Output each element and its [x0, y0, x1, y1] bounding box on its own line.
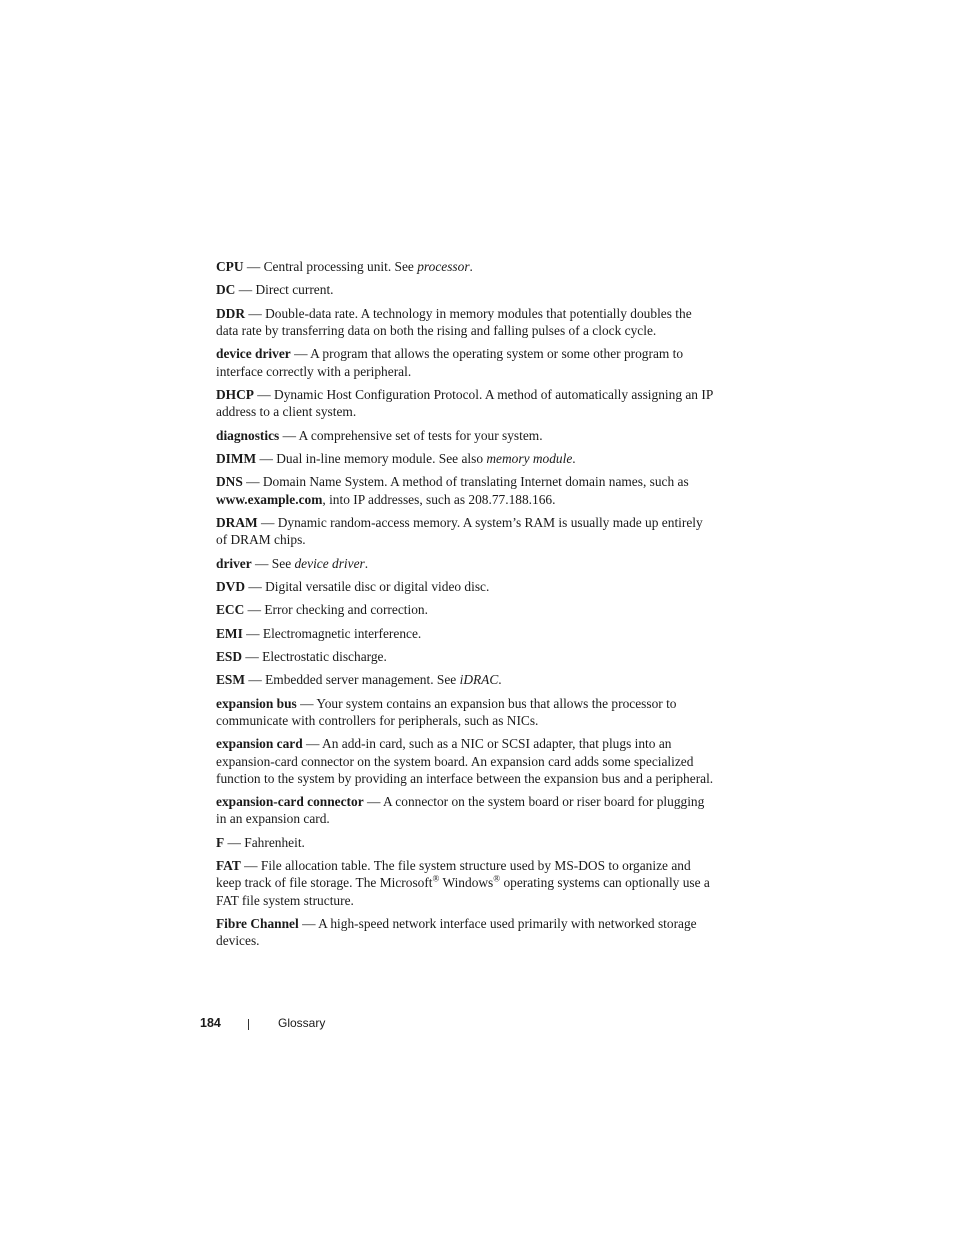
glossary-term: CPU [216, 259, 244, 274]
page-footer [0, 1016, 954, 1034]
glossary-definition [264, 602, 428, 617]
cross-reference: processor [417, 259, 470, 274]
glossary-definition [216, 858, 710, 907]
definition-text: See [271, 555, 295, 571]
term-separator: — [290, 346, 311, 362]
glossary-definition [262, 649, 387, 664]
term-separator: — [242, 474, 263, 490]
term-separator: — [363, 794, 384, 810]
glossary-entry [216, 427, 716, 444]
cross-reference: iDRAC [459, 672, 499, 688]
glossary-term: DNS [216, 474, 243, 490]
registered-mark: ® [432, 873, 440, 884]
glossary-entry [216, 450, 716, 467]
definition-text: Electrostatic discharge. [262, 649, 387, 665]
glossary-term: DDR [216, 305, 246, 321]
glossary-definition [255, 282, 333, 297]
term-separator: — [257, 514, 278, 530]
definition-text: File allocation table. The file system structure used by MS-DOS to organize and keep track of file storage. The Microsoft [216, 858, 691, 891]
glossary-term: driver [216, 555, 252, 571]
glossary-term: expansion-card connector [216, 794, 364, 810]
glossary-term: FAT [216, 858, 241, 874]
glossary-term: DC [216, 282, 236, 298]
glossary-term: expansion bus [216, 695, 297, 711]
glossary-term: EMI [216, 625, 243, 641]
term-separator: — [298, 916, 319, 932]
definition-text: Error checking and correction. [264, 602, 428, 618]
term-separator: — [244, 602, 265, 618]
definition-text: Domain Name System. A method of translating Internet domain names, such as [262, 474, 689, 490]
definition-text: A program that allows the operating system or some other program to interface correctly with a peripheral. [216, 346, 684, 379]
glossary-definition [299, 428, 543, 443]
glossary-definition [216, 515, 703, 547]
glossary-entry [216, 386, 716, 420]
term-separator: — [224, 834, 245, 850]
glossary-term: diagnostics [216, 427, 280, 443]
page-number: 184 [200, 1016, 221, 1030]
definition-text: Dual in-line memory module. See also [276, 450, 487, 466]
term-separator: — [242, 625, 263, 641]
glossary-entry [216, 915, 716, 949]
example-domain: www.example.com [216, 491, 323, 507]
glossary-definition [272, 556, 368, 571]
definition-text: A comprehensive set of tests for your system. [298, 427, 543, 443]
definition-text: . [364, 555, 369, 571]
term-separator: — [242, 649, 263, 665]
definition-text: Embedded server management. See [265, 672, 460, 688]
glossary-term: ECC [216, 602, 245, 618]
definition-text: Direct current. [255, 282, 334, 298]
term-separator: — [243, 259, 264, 274]
term-separator: — [245, 672, 266, 688]
glossary-definition [216, 306, 692, 338]
glossary-definition [244, 835, 305, 850]
definition-text: Fahrenheit. [244, 834, 305, 850]
definition-text: , into IP addresses, such as 208.77.188.166. [322, 491, 556, 507]
definition-text: Central processing unit. See [263, 259, 418, 274]
glossary-entry [216, 857, 716, 909]
glossary-entry [216, 601, 716, 618]
term-separator: — [302, 736, 323, 752]
term-separator: — [245, 305, 266, 321]
definition-text: A connector on the system board or riser board for plugging in an expansion card. [216, 794, 705, 827]
glossary-definition [216, 387, 713, 419]
glossary-term: ESD [216, 649, 243, 665]
term-separator: — [256, 450, 277, 466]
glossary-entry [216, 345, 716, 379]
glossary-definition [265, 672, 502, 687]
glossary-term: expansion card [216, 736, 303, 752]
glossary-entry [216, 258, 716, 275]
term-separator: — [253, 386, 275, 402]
term-separator: — [296, 695, 317, 711]
definition-text: Double-data rate. A technology in memory modules that potentially doubles the data rate by transferring data on both the rising and falling pulses of a clock cycle. [216, 305, 692, 338]
registered-mark: ® [493, 873, 501, 884]
glossary-entry [216, 578, 716, 595]
glossary-term: device driver [216, 346, 291, 362]
definition-text: Dynamic random-access memory. A system’s RAM is usually made up entirely of DRAM chips. [216, 514, 703, 548]
glossary-term: DRAM [216, 514, 258, 530]
glossary-term: DVD [216, 578, 246, 594]
glossary-definition [216, 474, 689, 506]
cross-reference: device driver [294, 555, 365, 571]
glossary-term: DIMM [216, 450, 257, 466]
cross-reference: memory module [486, 450, 573, 466]
definition-text: operating systems can optionally use a FAT file system structure. [216, 875, 710, 908]
glossary-term: Fibre Channel [216, 916, 299, 932]
glossary-definition [263, 626, 421, 641]
definition-text: . [469, 259, 473, 274]
definition-text: A high-speed network interface used primarily with networked storage devices. [216, 916, 697, 949]
glossary-entry [216, 305, 716, 339]
glossary-entry [216, 281, 716, 298]
definition-text: An add-in card, such as a NIC or SCSI adapter, that plugs into an expansion-card connector on the system board. An expansion card adds some specialized function to the system by providing an interface between the expansion bus and a peripheral. [216, 736, 714, 786]
glossary-term: F [216, 834, 225, 850]
glossary-entry [216, 793, 716, 827]
definition-text: Your system contains an expansion bus that allows the processor to communicate with controllers for peripherals, such as NICs. [216, 695, 677, 729]
term-separator: — [235, 282, 256, 298]
term-separator: — [279, 427, 299, 443]
term-separator: — [245, 578, 266, 594]
glossary-definition [265, 579, 489, 594]
glossary-definition [264, 259, 473, 274]
definition-text: Windows [439, 875, 494, 891]
glossary-list [216, 258, 716, 956]
term-separator: — [240, 858, 261, 874]
glossary-term: DHCP [216, 386, 254, 402]
glossary-term: ESM [216, 672, 246, 688]
glossary-entry [216, 555, 716, 572]
glossary-definition [276, 451, 575, 466]
footer-divider [248, 1019, 249, 1030]
definition-text: . [498, 672, 502, 688]
term-separator: — [251, 555, 272, 571]
glossary-entry [216, 834, 716, 851]
definition-text: . [572, 450, 576, 466]
glossary-entry [216, 671, 716, 688]
definition-text: Dynamic Host Configuration Protocol. A method of automatically assigning an IP address to a client system. [216, 386, 713, 420]
glossary-entry [216, 648, 716, 665]
glossary-entry [216, 735, 716, 787]
glossary-entry [216, 695, 716, 729]
glossary-entry [216, 625, 716, 642]
glossary-entry [216, 473, 716, 507]
glossary-entry [216, 514, 716, 548]
definition-text: Electromagnetic interference. [262, 625, 422, 641]
definition-text: Digital versatile disc or digital video disc. [265, 578, 490, 594]
footer-section-title: Glossary [278, 1016, 326, 1030]
